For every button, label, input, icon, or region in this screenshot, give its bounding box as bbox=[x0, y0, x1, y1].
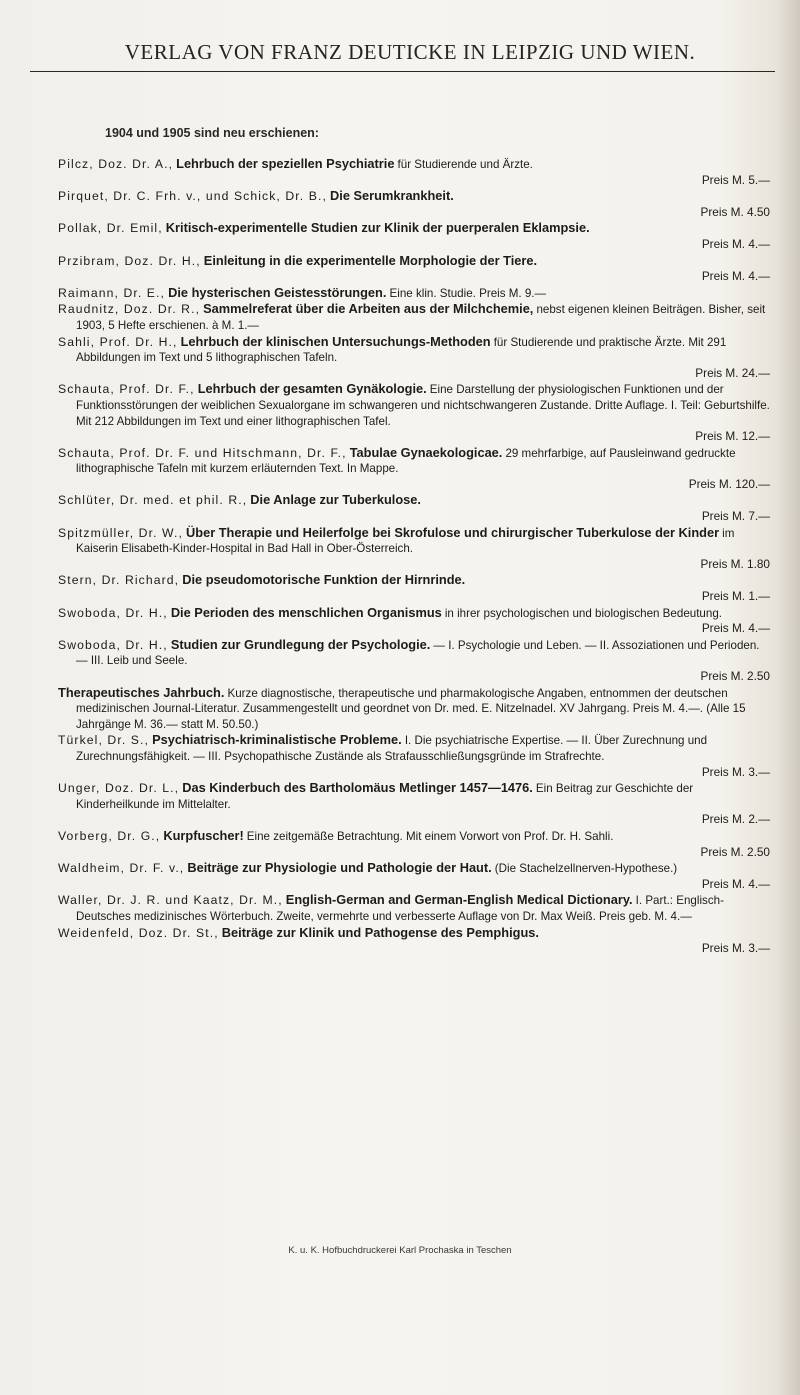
catalog-entry bbox=[58, 780, 770, 828]
entry-author: Spitzmüller, Dr. W., bbox=[58, 525, 183, 540]
entry-description: I. Die psychiatrische Expertise. — II. Über Zurechnung und Zurechnungsfähigkeit. — III. Psychopathische Zustände als Strafausschließungsgründe im Strafrechte. bbox=[76, 734, 708, 763]
entry-author: Raimann, Dr. E., bbox=[58, 285, 166, 300]
entry-price: Preis M. 7.— bbox=[701, 509, 770, 524]
entry-price: Preis M. 5.— bbox=[701, 172, 770, 187]
catalog-entry bbox=[58, 301, 770, 333]
entry-title: Lehrbuch der gesamten Gynäkologie. bbox=[197, 381, 427, 397]
entry-price: Preis M. 12.— bbox=[695, 429, 770, 444]
entry-title: Beiträge zur Physiologie und Pathologie der Haut. bbox=[187, 860, 492, 876]
catalog-entry bbox=[58, 637, 770, 685]
entry-price: Preis M. 1.— bbox=[701, 589, 770, 604]
entry-title: English-German and German-English Medical Dictionary. bbox=[285, 892, 633, 908]
printer-imprint: K. u. K. Hofbuchdruckerei Karl Prochaska in Teschen bbox=[288, 1245, 512, 1256]
entry-title: Beiträge zur Klinik und Pathogense des Pemphigus. bbox=[221, 924, 539, 940]
entry-price: Preis M. 3.— bbox=[701, 941, 770, 956]
entry-description: 29 mehrfarbige, auf Pausleinwand gedruckte lithographische Tafeln mit kurzem erläuternden Text. In Mappe. bbox=[76, 446, 736, 476]
entry-author: Swoboda, Dr. H., bbox=[58, 637, 168, 652]
entry-author: Pollak, Dr. Emil, bbox=[58, 221, 163, 236]
entry-title: Studien zur Grundlegung der Psychologie. bbox=[170, 636, 431, 652]
entry-author: Schlüter, Dr. med. et phil. R., bbox=[58, 493, 248, 508]
entry-author: Türkel, Dr. S., bbox=[58, 733, 149, 748]
entry-title: Lehrbuch der klinischen Untersuchungs-Methoden bbox=[180, 333, 491, 349]
entry-description: — I. Psychologie und Leben. — II. Assoziationen und Perioden. — III. Leib und Seele. bbox=[76, 638, 760, 668]
entry-author: Sahli, Prof. Dr. H., bbox=[58, 334, 178, 349]
entry-description: Eine klin. Studie. Preis M. 9.— bbox=[389, 286, 547, 300]
entry-title: Lehrbuch der speziellen Psychiatrie bbox=[176, 156, 395, 171]
entry-author: Vorberg, Dr. G., bbox=[58, 828, 161, 843]
catalog-entry bbox=[58, 925, 770, 957]
entry-title: Die hysterischen Geistesstörungen. bbox=[168, 284, 387, 300]
entry-price: Preis M. 4.— bbox=[701, 876, 770, 891]
catalog-entry bbox=[58, 492, 770, 524]
entry-title: Einleitung in die experimentelle Morphologie der Tiere. bbox=[203, 252, 538, 268]
entry-title: Therapeutisches Jahrbuch. bbox=[58, 684, 225, 700]
entry-description: Kurze diagnostische, therapeutische und pharmakologische Angaben, entnommen der deutschen medizinischen Journal-Literatur. Zusammengestellt und geordnet von Dr. med. E. Nitzelnadel. XV Jahrgang. Preis M. 4.—. (Alle 15 Jahrgänge M. 36.— statt M. 50.50.) bbox=[76, 686, 746, 731]
entry-author: Pilcz, Doz. Dr. A., bbox=[58, 157, 174, 171]
entry-title: Kritisch-experimentelle Studien zur Klinik der puerperalen Eklampsie. bbox=[165, 220, 590, 236]
publisher-header: VERLAG VON FRANZ DEUTICKE IN LEIPZIG UND WIEN. bbox=[124, 40, 696, 64]
catalog-entry bbox=[58, 188, 770, 220]
entry-title: Kurpfuscher! bbox=[163, 827, 244, 843]
catalog-entry bbox=[58, 860, 770, 892]
entry-title: Psychiatrisch-kriminalistische Probleme. bbox=[152, 732, 402, 748]
entry-author: Swoboda, Dr. H., bbox=[58, 605, 168, 620]
catalog-entry bbox=[58, 525, 770, 573]
catalog-entry bbox=[58, 381, 770, 444]
entry-title: Sammelreferat über die Arbeiten aus der Milchchemie, bbox=[203, 301, 534, 317]
entry-price: Preis M. 3.— bbox=[701, 764, 770, 779]
catalog-entry bbox=[58, 572, 770, 604]
catalog-entry bbox=[58, 253, 770, 285]
entry-author: Raudnitz, Doz. Dr. R., bbox=[58, 302, 201, 317]
entry-price: Preis M. 24.— bbox=[695, 365, 770, 380]
entry-title: Tabulae Gynaekologicae. bbox=[349, 444, 503, 460]
entry-description: im Kaiserin Elisabeth-Kinder-Hospital in Bad Hall in Ober-Österreich. bbox=[76, 526, 735, 556]
header-rule bbox=[30, 71, 775, 72]
entry-author: Weidenfeld, Doz. Dr. St., bbox=[58, 925, 219, 940]
entry-description: für Studierende und praktische Ärzte. Mit 291 Abbildungen im Text und 5 lithographischen Tafeln. bbox=[76, 335, 727, 365]
entry-price: Preis M. 4.— bbox=[701, 621, 770, 636]
catalog-entry bbox=[58, 156, 770, 188]
entry-description: I. Part.: Englisch-Deutsches medizinisches Wörterbuch. Zweite, vermehrte und verbesserte Auflage von Dr. Max Weiß. Preis geb. M. 4.— bbox=[76, 894, 724, 923]
entry-author: Unger, Doz. Dr. L., bbox=[58, 781, 180, 796]
entry-author: Stern, Dr. Richard, bbox=[58, 573, 180, 588]
entry-description: für Studierende und Ärzte. bbox=[397, 158, 533, 171]
entry-price: Preis M. 2.50 bbox=[700, 844, 770, 859]
entry-author: Przibram, Doz. Dr. H., bbox=[58, 253, 201, 268]
entry-description: Eine zeitgemäße Betrachtung. Mit einem Vorwort von Prof. Dr. H. Sahli. bbox=[246, 829, 614, 843]
catalog-entry bbox=[58, 732, 770, 780]
entry-price: Preis M. 4.— bbox=[701, 236, 770, 251]
entry-author: Pirquet, Dr. C. Frh. v., und Schick, Dr. B., bbox=[58, 189, 327, 204]
entry-title: Die Anlage zur Tuberkulose. bbox=[250, 492, 421, 508]
catalog-list bbox=[58, 156, 770, 957]
entry-price: Preis M. 1.80 bbox=[700, 556, 770, 571]
catalog-entry bbox=[58, 445, 770, 493]
entry-author: Waldheim, Dr. F. v., bbox=[58, 861, 185, 876]
entry-description: Ein Beitrag zur Geschichte der Kinderheilkunde im Mittelalter. bbox=[76, 782, 694, 811]
entry-price: Preis M. 2.— bbox=[701, 812, 770, 827]
entry-price: Preis M. 4.50 bbox=[700, 204, 770, 219]
entry-author: Schauta, Prof. Dr. F. und Hitschmann, Dr. F., bbox=[58, 445, 347, 460]
catalog-entry bbox=[58, 220, 770, 252]
catalog-entry bbox=[58, 285, 770, 302]
catalog-entry bbox=[58, 334, 770, 382]
entry-title: Über Therapie und Heilerfolge bei Skrofulose und chirurgischer Tuberkulose der Kinder bbox=[186, 524, 720, 540]
entry-author: Schauta, Prof. Dr. F., bbox=[58, 382, 195, 397]
catalog-entry bbox=[58, 892, 770, 924]
entry-price: Preis M. 2.50 bbox=[700, 669, 770, 683]
entry-description: nebst eigenen kleinen Beiträgen. Bisher, seit 1903, 5 Hefte erschienen. à M. 1.— bbox=[76, 303, 766, 332]
entry-description: in ihrer psychologischen und biologischen Bedeutung. bbox=[444, 606, 722, 620]
entry-title: Die pseudomotorische Funktion der Hirnrinde. bbox=[182, 572, 466, 588]
entry-price: Preis M. 120.— bbox=[688, 476, 770, 491]
entry-description: (Die Stachelzellnerven-Hypothese.) bbox=[494, 862, 678, 876]
entry-title: Die Perioden des menschlichen Organismus bbox=[170, 604, 442, 620]
entry-author: Waller, Dr. J. R. und Kaatz, Dr. M., bbox=[58, 893, 283, 908]
intro-line: 1904 und 1905 sind neu erschienen: bbox=[105, 126, 319, 140]
entry-description: Eine Darstellung der physiologischen Funktionen und der Funktionsstörungen der weiblichen Sexualorgane im schwangeren und nichtschwangeren Zustande. Dritte Auflage. I. Teil: Geburtshilfe. Mit 212 Abbildungen im Text und einer lithographischen Tafel. bbox=[76, 383, 770, 428]
catalog-entry bbox=[58, 685, 770, 733]
entry-title: Das Kinderbuch des Bartholomäus Metlinger 1457—1476. bbox=[182, 780, 533, 796]
catalog-entry bbox=[58, 605, 770, 637]
catalog-entry bbox=[58, 828, 770, 860]
entry-title: Die Serumkrankheit. bbox=[330, 188, 454, 204]
entry-price: Preis M. 4.— bbox=[701, 269, 770, 284]
